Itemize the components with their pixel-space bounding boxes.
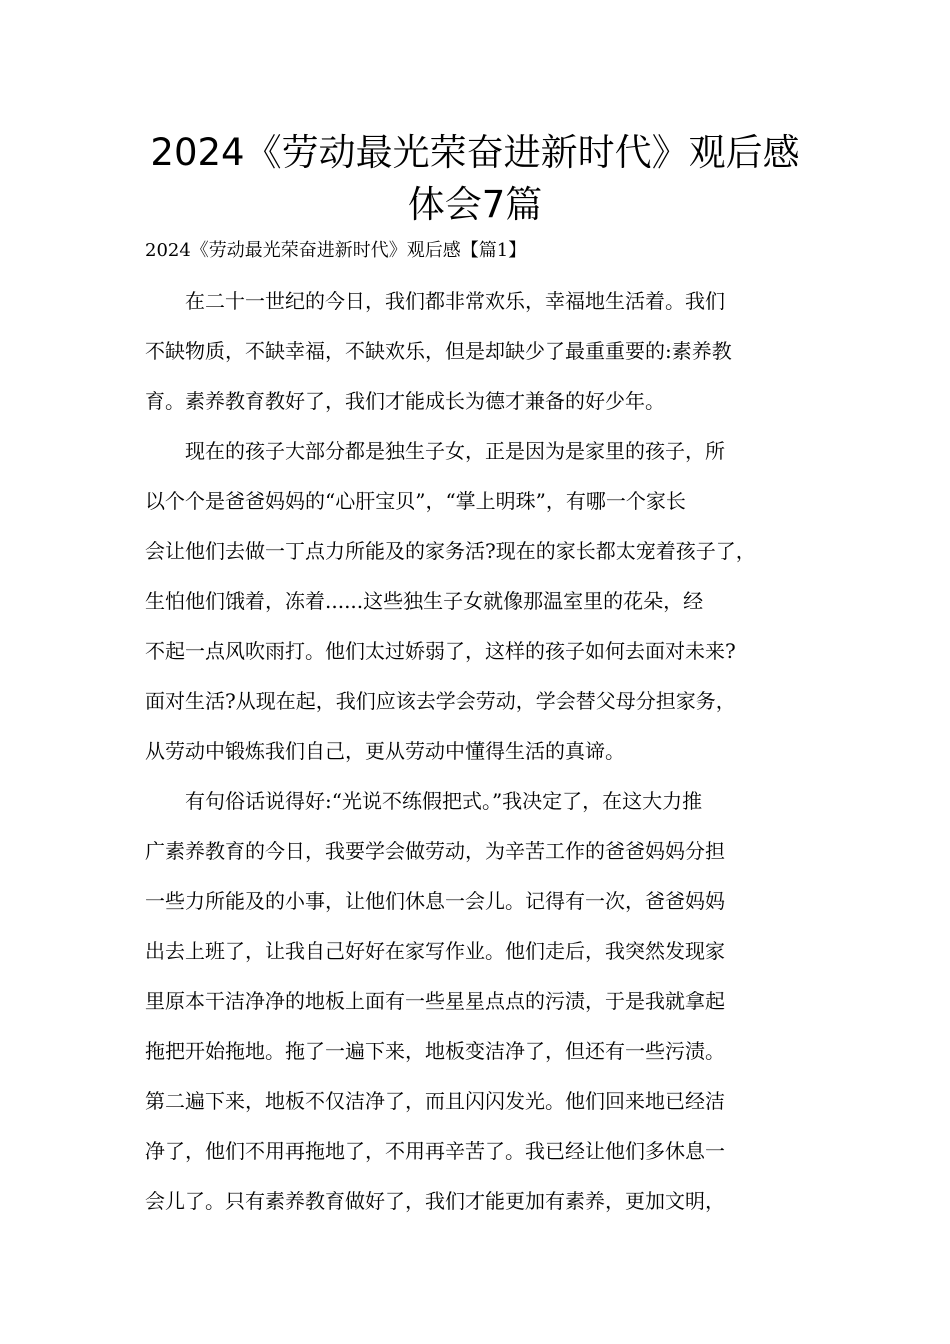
body-line: 有句俗话说得好:“光说不练假把式。”我决定了，在这大力推 <box>145 789 703 813</box>
document-title-line-2: 体会7篇 <box>407 183 543 226</box>
body-line: 一些力所能及的小事，让他们休息一会儿。记得有一次，爸爸妈妈 <box>145 889 725 913</box>
body-line: 里原本干洁净净的地板上面有一些星星点点的污渍，于是我就拿起 <box>145 989 725 1013</box>
body-line: 拖把开始拖地。拖了一遍下来，地板变洁净了，但还有一些污渍。 <box>145 1039 725 1063</box>
body-line: 净了，他们不用再拖地了，不用再辛苦了。我已经让他们多休息一 <box>145 1139 725 1163</box>
body-line: 会儿了。只有素养教育做好了，我们才能更加有素养，更加文明， <box>145 1189 725 1213</box>
body-line: 生怕他们饿着，冻着......这些独生子女就像那温室里的花朵，经 <box>145 589 704 613</box>
section-heading: 2024《劳动最光荣奋进新时代》观后感【篇1】 <box>145 240 527 261</box>
body-line: 出去上班了，让我自己好好在家写作业。他们走后，我突然发现家 <box>145 939 725 963</box>
body-line: 会让他们去做一丁点力所能及的家务活?现在的家长都太宠着孩子了， <box>145 539 756 563</box>
body-line: 不起一点风吹雨打。他们太过娇弱了，这样的孩子如何去面对未来? <box>145 639 736 663</box>
body-line: 不缺物质，不缺幸福，不缺欢乐，但是却缺少了最重重要的:素养教 <box>145 339 732 363</box>
body-line: 从劳动中锻炼我们自己，更从劳动中懂得生活的真谛。 <box>145 739 625 763</box>
body-line: 在二十一世纪的今日，我们都非常欢乐，幸福地生活着。我们 <box>145 289 725 313</box>
document-title-line-1: 2024《劳动最光荣奋进新时代》观后感 <box>150 131 800 174</box>
body-line: 现在的孩子大部分都是独生子女，正是因为是家里的孩子，所 <box>145 439 725 463</box>
body-line: 育。素养教育教好了，我们才能成长为德才兼备的好少年。 <box>145 389 665 413</box>
body-line: 以个个是爸爸妈妈的“心肝宝贝”，“掌上明珠”，有哪一个家长 <box>145 489 686 513</box>
body-line: 面对生活?从现在起，我们应该去学会劳动，学会替父母分担家务， <box>145 689 736 713</box>
body-line: 广素养教育的今日，我要学会做劳动，为辛苦工作的爸爸妈妈分担 <box>145 839 725 863</box>
body-line: 第二遍下来，地板不仅洁净了，而且闪闪发光。他们回来地已经洁 <box>145 1089 725 1113</box>
